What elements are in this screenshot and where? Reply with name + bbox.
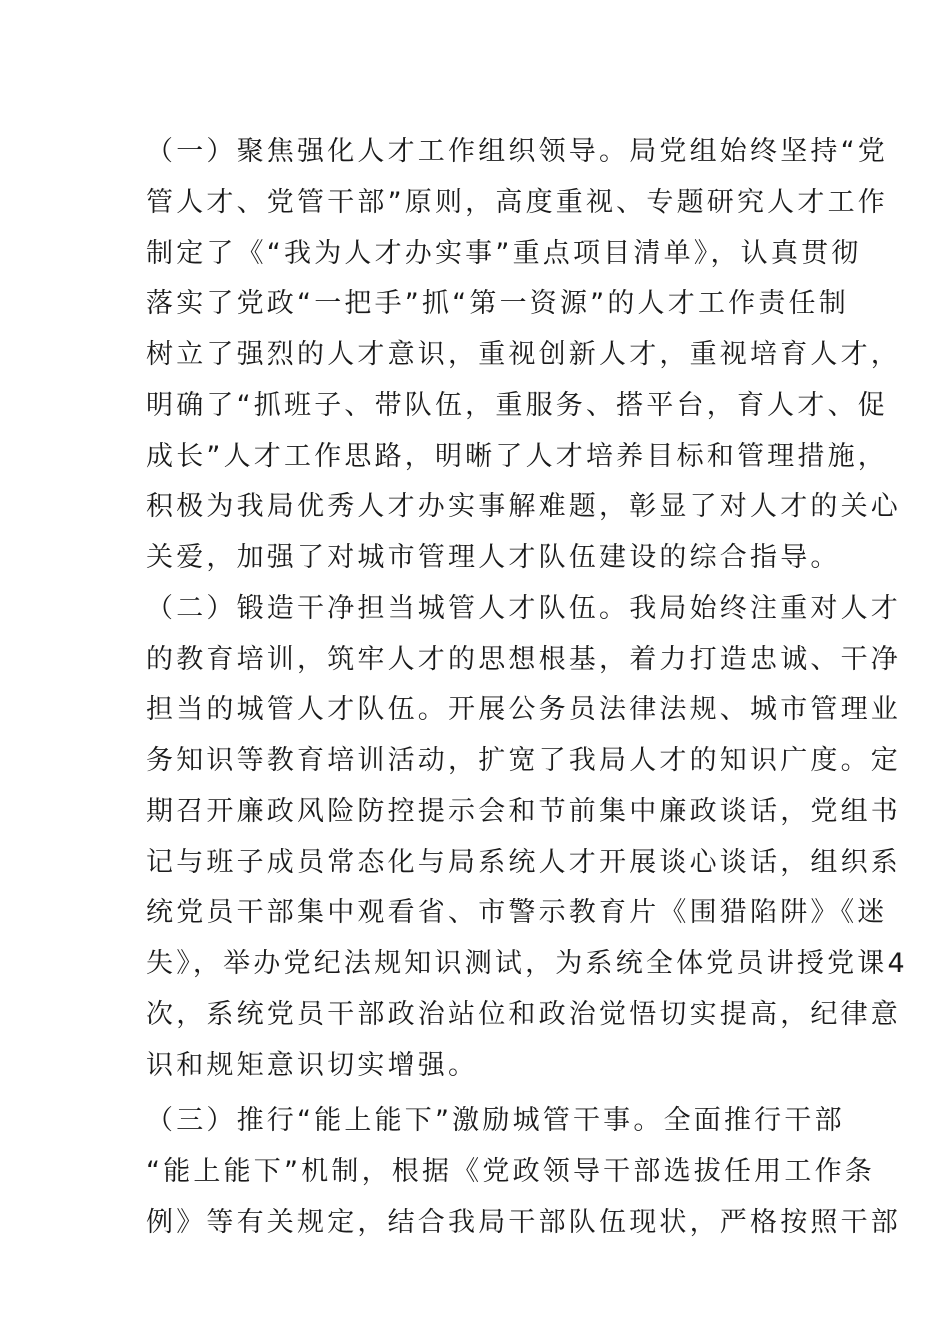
text-line: （二）锻造干净担当城管人才队伍。我局始终注重对人才 — [146, 592, 901, 624]
text-line: “能上能下”机制，根据《党政领导干部选拔任用工作条 — [146, 1156, 875, 1187]
text-line: 识和规矩意识切实增强。 — [146, 1049, 479, 1081]
text-line: 关爱，加强了对城市管理人才队伍建设的综合指导。 — [146, 542, 841, 573]
text-line: 落实了党政“一把手”抓“第一资源”的人才工作责任制 — [146, 288, 849, 320]
text-line: 成长”人才工作思路，明晰了人才培养目标和管理措施， — [146, 440, 888, 472]
text-line: 次，系统党员干部政治站位和政治觉悟切实提高，纪律意 — [146, 998, 901, 1030]
text-line: （三）推行“能上能下”激励城管干事。全面推行干部 — [146, 1105, 845, 1137]
text-line: 明确了“抓班子、带队伍，重服务、搭平台，育人才、促 — [146, 389, 888, 421]
text-line: 务知识等教育培训活动，扩宽了我局人才的知识广度。定 — [146, 745, 901, 776]
text-line: 记与班子成员常态化与局系统人才开展谈心谈话，组织系 — [146, 846, 901, 878]
text-line: 的教育培训，筑牢人才的思想根基，着力打造忠诚、干净 — [146, 643, 901, 675]
text-line: 积极为我局优秀人才办实事解难题，彰显了对人才的关心 — [146, 491, 901, 523]
document-body — [146, 127, 908, 1249]
text-line: 树立了强烈的人才意识，重视创新人才，重视培育人才， — [146, 339, 901, 370]
text-line: 统党员干部集中观看省、市警示教育片《围猎陷阱》《迷 — [146, 897, 888, 929]
text-line: 失》，举办党纪法规知识测试，为系统全体党员讲授党课4 — [146, 948, 908, 979]
paragraph-incentive — [146, 1096, 901, 1248]
text-line: 管人才、党管干部”原则，高度重视、专题研究人才工作 — [146, 186, 888, 218]
paragraph-talent-team — [146, 584, 908, 1092]
text-line: 例》等有关规定，结合我局干部队伍现状，严格按照干部 — [146, 1206, 901, 1238]
text-line: 期召开廉政风险防控提示会和节前集中廉政谈话，党组书 — [146, 795, 901, 827]
text-line: （一）聚焦强化人才工作组织领导。局党组始终坚持“党 — [146, 136, 888, 167]
text-line: 制定了《“我为人才办实事”重点项目清单》，认真贯彻 — [146, 237, 862, 269]
paragraph-leadership — [146, 127, 901, 584]
text-line: 担当的城管人才队伍。开展公务员法律法规、城市管理业 — [146, 694, 901, 726]
